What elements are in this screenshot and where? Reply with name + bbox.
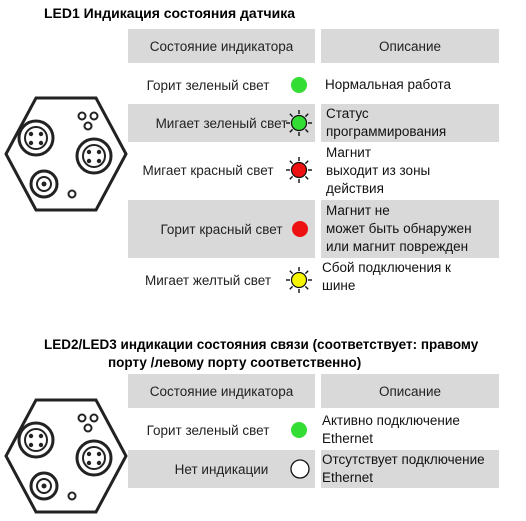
table2-row2-state: Нет индикации: [128, 450, 315, 488]
table2-row2-description: Отсутствует подключение Ethernet: [322, 452, 485, 485]
table1-row3-state: Мигает красный свет: [142, 162, 274, 178]
table1-row4-description: Магнит не может быть обнаружен или магнит поврежден: [326, 203, 472, 254]
table2-header-description: Описание: [321, 374, 499, 408]
table2-row1-description: Активно подключение Ethernet: [322, 413, 460, 446]
table1-header-description: Описание: [321, 29, 499, 63]
table2-row1-state: Горит зеленый свет: [146, 422, 270, 438]
green-led-solid-icon: [288, 74, 310, 96]
red-led-solid-icon: [289, 218, 311, 240]
green-led-blinking-icon: [285, 109, 313, 137]
sensor-connector-face-drawing: [2, 94, 128, 214]
table2-header-state: Состояние индикатора: [128, 374, 315, 408]
table1-row4-state: Горит красный свет: [128, 200, 315, 258]
red-led-blinking-icon: [285, 156, 313, 184]
table1-row2-state: Мигает зеленый свет: [128, 104, 315, 142]
table1-header-state: Состояние индикатора: [128, 29, 315, 63]
table1-row5-state: Мигает желтый свет: [144, 272, 272, 288]
table1-row5-description: Сбой подключения к шине: [322, 260, 451, 293]
section2-title: LED2/LED3 индикации состояния связи (соответствует: правому порту /левому порту соответственно): [44, 337, 479, 370]
green-led-solid-icon: [288, 419, 310, 441]
led-off-icon: [288, 457, 312, 481]
yellow-led-blinking-icon: [285, 266, 313, 294]
table1-row3-description: Магнит выходит из зоны действия: [326, 145, 431, 196]
network-connector-face-drawing: [2, 396, 128, 516]
section1-title: LED1 Индикация состояния датчика: [44, 5, 296, 21]
table1-row1-description: Нормальная работа: [325, 77, 451, 92]
table1-row1-state: Горит зеленый свет: [146, 77, 270, 93]
table1-row2-description: Статус программирования: [326, 106, 447, 139]
